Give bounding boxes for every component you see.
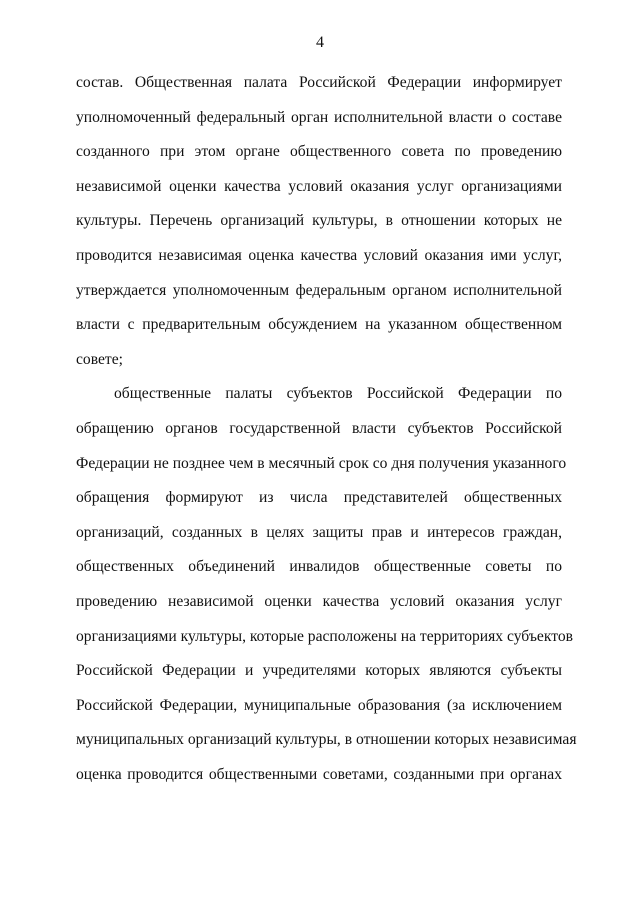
text-line: уполномоченный федеральный орган исполнительной власти о составе — [76, 108, 562, 126]
text-line: власти с предварительным обсуждением на указанном общественном — [76, 316, 562, 334]
text-line: совете; — [76, 350, 123, 368]
text-line: муниципальных организаций культуры, в отношении которых независимая — [76, 731, 577, 749]
document-body — [76, 66, 577, 792]
text-line: проводится независимая оценка качества условий оказания ими услуг, — [76, 246, 562, 264]
text-line: организаций, созданных в целях защиты прав и интересов граждан, — [76, 523, 562, 541]
text-line: общественные палаты субъектов Российской Федерации по — [114, 385, 562, 403]
text-line: утверждается уполномоченным федеральным органом исполнительной — [76, 281, 562, 299]
text-line: проведению независимой оценки качества условий оказания услуг — [76, 592, 562, 610]
paragraph-1 — [76, 66, 562, 377]
page-number: 4 — [316, 34, 324, 51]
text-line: независимой оценки качества условий оказания услуг организациями — [76, 177, 562, 195]
text-line: Российской Федерации, муниципальные образования (за исключением — [76, 696, 562, 714]
text-line: Федерации не позднее чем в месячный срок со дня получения указанного — [76, 454, 567, 472]
text-line: культуры. Перечень организаций культуры, в отношении которых не — [76, 212, 562, 230]
text-line: состав. Общественная палата Российской Федерации информирует — [76, 74, 562, 91]
paragraph-2 — [76, 377, 577, 792]
text-line: организациями культуры, которые расположены на территориях субъектов — [76, 627, 573, 645]
text-line: оценка проводится общественными советами, созданными при органах — [76, 765, 562, 783]
text-line: созданного при этом органе общественного совета по проведению — [76, 143, 562, 161]
text-line: обращению органов государственной власти субъектов Российской — [76, 419, 562, 437]
text-line: Российской Федерации и учредителями которых являются субъекты — [76, 662, 562, 680]
text-line: общественных объединений инвалидов общественные советы по — [76, 558, 562, 576]
text-line: обращения формируют из числа представителей общественных — [76, 489, 562, 507]
